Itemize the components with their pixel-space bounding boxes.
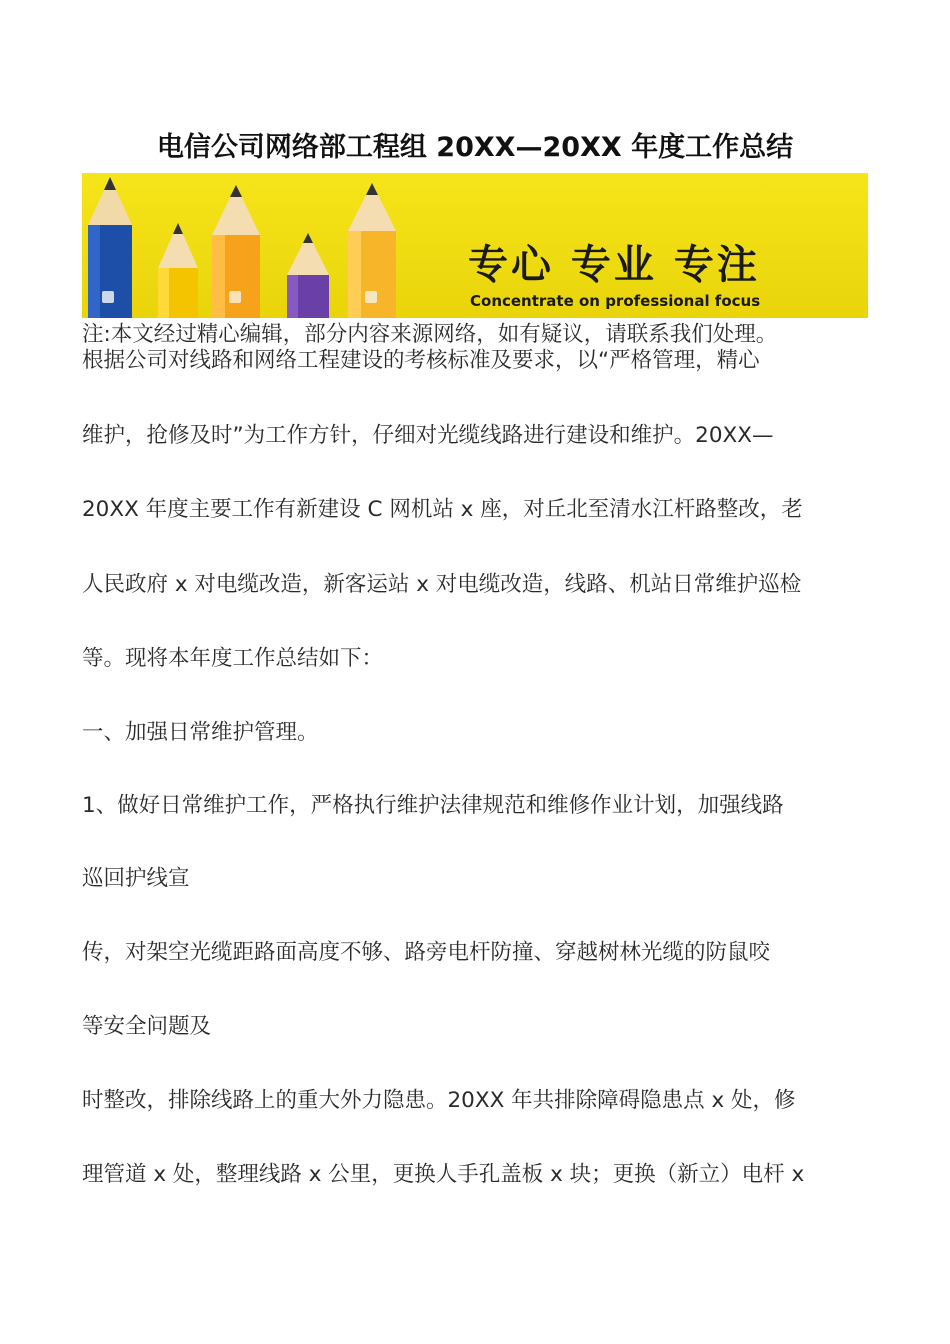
paragraph-line: 根据公司对线路和网络工程建设的考核标准及要求，以“严格管理，精心 bbox=[82, 348, 760, 373]
paragraph-line: 传，对架空光缆距路面高度不够、路旁电杆防撞、穿越树林光缆的防鼠咬 bbox=[82, 940, 771, 965]
paragraph-line: 1、做好日常维护工作，严格执行维护法律规范和维修作业计划，加强线路 bbox=[82, 793, 784, 818]
paragraph-line: 巡回护线宣 bbox=[82, 866, 190, 891]
page-title: 电信公司网络部工程组 20XX—20XX 年度工作总结 bbox=[156, 132, 794, 163]
paragraph-line: 等安全问题及 bbox=[82, 1014, 212, 1039]
banner-image bbox=[82, 173, 868, 318]
paragraph-line: 维护，抢修及时”为工作方针，仔细对光缆线路进行建设和维护。20XX— bbox=[82, 423, 774, 448]
paragraph-line: 等。现将本年度工作总结如下： bbox=[82, 646, 384, 671]
banner-slogan: 专心 专业 专注 bbox=[468, 242, 760, 288]
paragraph-line: 人民政府 x 对电缆改造，新客运站 x 对电缆改造，线路、机站日常维护巡检 bbox=[82, 572, 802, 597]
section-heading: 一、加强日常维护管理。 bbox=[82, 720, 319, 745]
banner-slogan-english: Concentrate on professional focus bbox=[470, 292, 761, 310]
paragraph-line: 20XX 年度主要工作有新建设 C 网机站 x 座，对丘北至清水江杆路整改，老 bbox=[82, 497, 803, 522]
note-line: 注:本文经过精心编辑，部分内容来源网络，如有疑议，请联系我们处理。 bbox=[82, 322, 778, 347]
paragraph-line: 时整改，排除线路上的重大外力隐患。20XX 年共排除障碍隐患点 x 处，修 bbox=[82, 1088, 796, 1113]
paragraph-line: 理管道 x 处，整理线路 x 公里，更换人手孔盖板 x 块；更换（新立）电杆 x bbox=[82, 1162, 805, 1187]
